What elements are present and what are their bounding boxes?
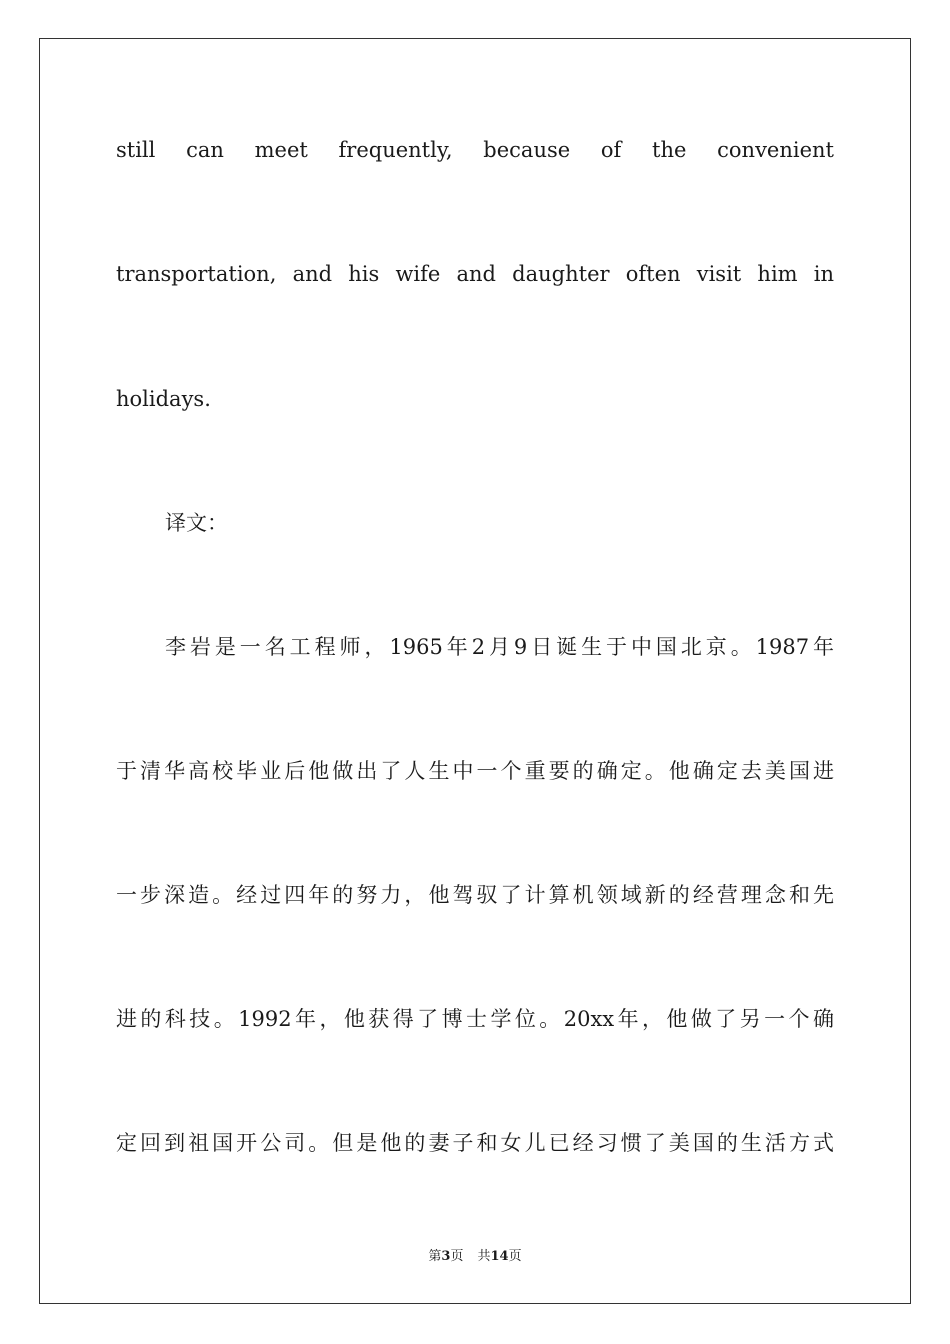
text-line-7: 一步深造。经过四年的努力，他驾驭了计算机领域新的经营理念和先 bbox=[116, 883, 834, 907]
footer-page-suffix: 页 bbox=[450, 1249, 464, 1264]
page-frame bbox=[39, 38, 911, 1304]
text-line-3: holidays. bbox=[116, 387, 211, 411]
text-line-1: still can meet frequently, because of the convenient bbox=[116, 138, 834, 162]
page-footer bbox=[0, 1248, 950, 1266]
text-line-8: 进的科技。1992年，他获得了博士学位。20xx年，他做了另一个确 bbox=[116, 1007, 834, 1031]
text-line-5: 李岩是一名工程师，1965年2月9日诞生于中国北京。1987年 bbox=[165, 635, 834, 659]
text-line-6: 于清华高校毕业后他做出了人生中一个重要的确定。他确定去美国进 bbox=[116, 759, 834, 783]
footer-total-suffix: 页 bbox=[508, 1249, 522, 1264]
translation-heading: 译文： bbox=[165, 511, 228, 535]
footer-total-pages: 14 bbox=[490, 1249, 509, 1264]
footer-total-prefix: 共 bbox=[477, 1249, 491, 1264]
text-line-9: 定回到祖国开公司。但是他的妻子和女儿已经习惯了美国的生活方式 bbox=[116, 1131, 834, 1155]
footer-page-number: 3 bbox=[441, 1249, 451, 1264]
text-line-2: transportation, and his wife and daughter often visit him in bbox=[116, 262, 834, 286]
footer-page-prefix: 第 bbox=[428, 1249, 442, 1264]
